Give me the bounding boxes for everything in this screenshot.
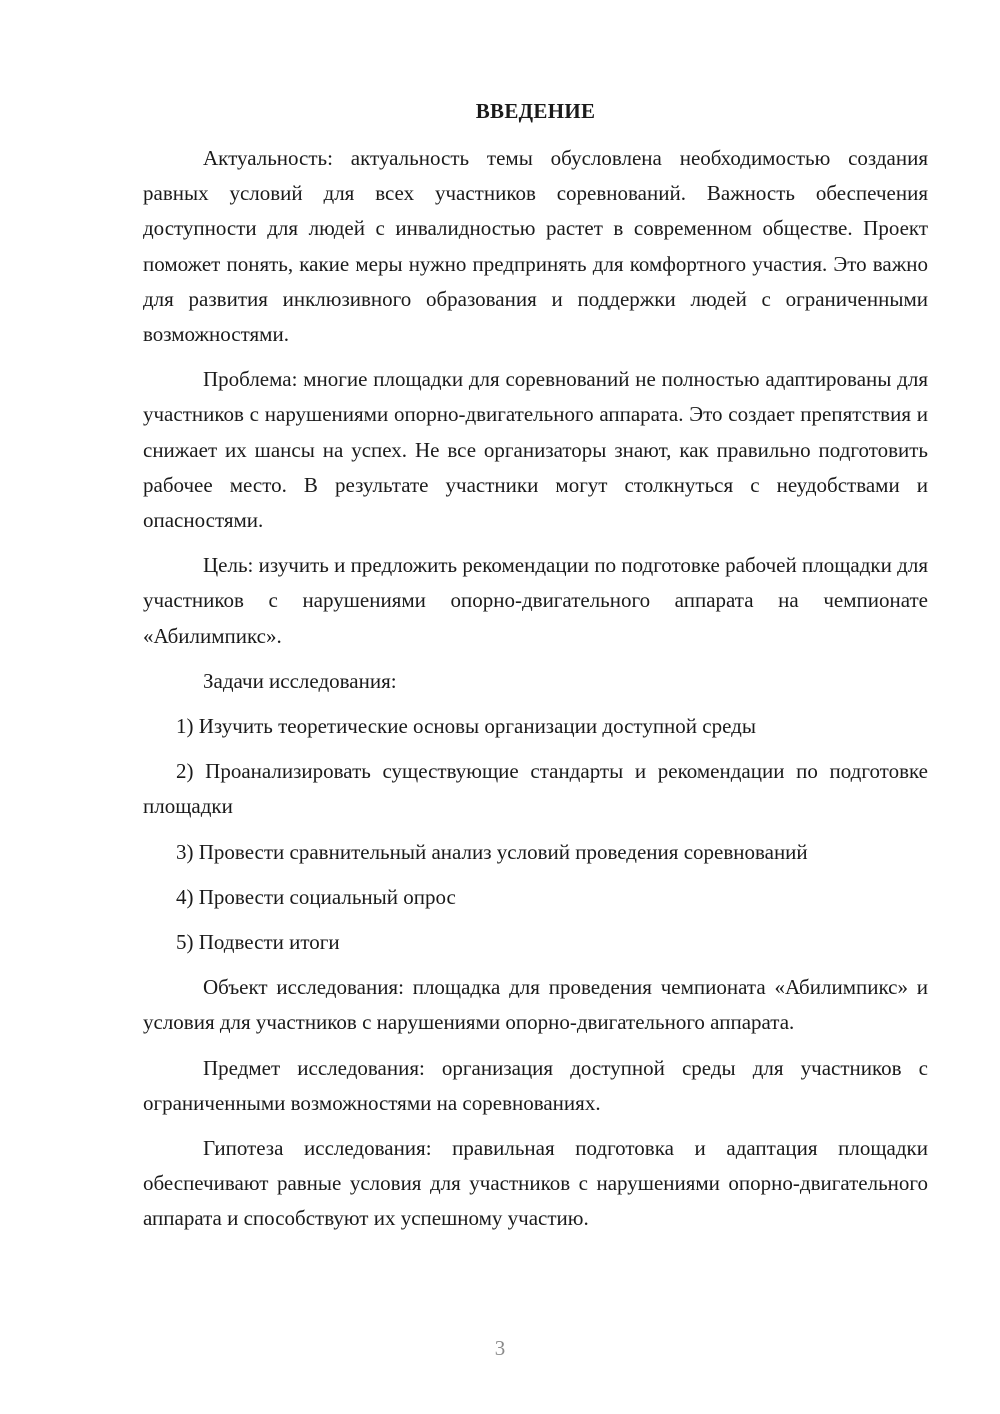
section-title: ВВЕДЕНИЕ — [475, 99, 596, 123]
paragraph-problem: Проблема: многие площадки для соревнований не полностью адаптированы для участников с нарушениями опорно-двигательного аппарата. Это создает препятствия и снижает их шансы на успех. Не все организаторы знают, как правильно подготовить рабочее место. В результате участники могут столкнуться с неудобствами и опасностями. — [143, 367, 928, 533]
paragraph-goal: Цель: изучить и предложить рекомендации по подготовке рабочей площадки для участников с нарушениями опорно-двигательного аппарата на чемпионате «Абилимпикс». — [143, 553, 928, 648]
page-number: 3 — [494, 1336, 506, 1360]
document-page — [143, 94, 928, 1247]
paragraph-object: Объект исследования: площадка для проведения чемпионата «Абилимпикс» и условия для участников с нарушениями опорно-двигательного аппарата. — [143, 975, 928, 1035]
paragraph-hypothesis: Гипотеза исследования: правильная подготовка и адаптация площадки обеспечивают равные условия для участников с нарушениями опорно-двигательного аппарата и способствуют их успешному участию. — [143, 1136, 928, 1231]
paragraph-subject: Предмет исследования: организация доступной среды для участников с ограниченными возможностями на соревнованиях. — [143, 1055, 928, 1115]
paragraph-relevance: Актуальность: актуальность темы обусловлена необходимостью создания равных условий для всех участников соревнований. Важность обеспечения доступности для людей с инвалидностью растет в современном обществе. Проект поможет понять, какие меры нужно предпринять для комфортного участия. Это важно для развития инклюзивного образования и поддержки людей с ограниченными возможностями. — [143, 146, 928, 347]
task-item-1: 1) Изучить теоретические основы организации доступной среды — [176, 714, 756, 739]
task-item-4: 4) Провести социальный опрос — [176, 884, 456, 909]
task-item-5: 5) Подвести итоги — [176, 930, 340, 955]
task-item-2: 2) Проанализировать существующие стандарты и рекомендации по подготовке площадки — [143, 759, 928, 819]
task-item-3: 3) Провести сравнительный анализ условий проведения соревнований — [176, 839, 808, 864]
tasks-heading: Задачи исследования: — [203, 668, 397, 693]
